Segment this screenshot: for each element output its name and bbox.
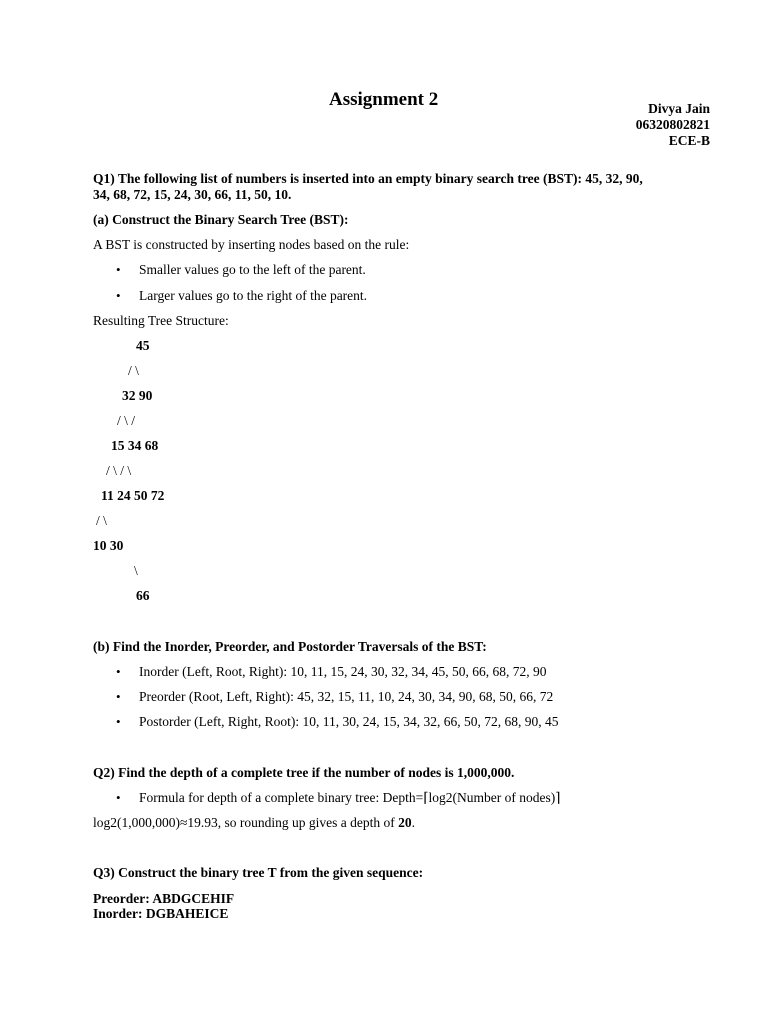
tree-line-node: 32 90 [122, 388, 153, 403]
tree-line-edge: / \ / \ [106, 463, 132, 478]
q2-result-value: 20 [398, 815, 412, 830]
page-title: Assignment 2 [329, 89, 439, 110]
traversal-item: Preorder (Root, Left, Right): 45, 32, 15, 11, 10, 24, 30, 34, 90, 68, 50, 66, 72 [139, 689, 554, 704]
tree-line-node: 10 30 [93, 538, 124, 553]
tree-label: Resulting Tree Structure: [93, 313, 229, 328]
tree-line-node: 45 [136, 338, 150, 353]
tree-line-edge: / \ [96, 513, 107, 528]
traversal-item: Postorder (Left, Right, Root): 10, 11, 30, 24, 15, 34, 32, 66, 50, 72, 68, 90, 45 [139, 714, 559, 729]
bullet-icon: • [116, 714, 121, 729]
q3-inorder: Inorder: DGBAHEICE [93, 906, 229, 921]
bullet-icon: • [116, 664, 121, 679]
q2-question: Q2) Find the depth of a complete tree if the number of nodes is 1,000,000. [93, 765, 515, 780]
bullet-icon: • [116, 288, 121, 303]
tree-line-node: 66 [136, 588, 150, 603]
author-id: 06320802821 [635, 117, 710, 132]
tree-line-edge: \ [134, 563, 138, 578]
author-section: ECE-B [668, 133, 710, 148]
q3-question: Q3) Construct the binary tree T from the given sequence: [93, 865, 424, 880]
q1-question-line1: Q1) The following list of numbers is inserted into an empty binary search tree (BST): 45, 32, 90, [93, 171, 643, 186]
tree-line-node: 15 34 68 [111, 438, 159, 453]
q2-formula: Formula for depth of a complete binary tree: Depth=⌈log2(Number of nodes)⌉ [139, 790, 561, 805]
tree-line-edge: / \ [128, 363, 139, 378]
q2-result [93, 815, 415, 831]
traversal-item: Inorder (Left, Root, Right): 10, 11, 15, 24, 30, 32, 34, 45, 50, 66, 68, 72, 90 [139, 664, 547, 679]
q2-result-suffix: . [411, 815, 416, 830]
q2-result-prefix: log2(1,000,000)≈19.93, so rounding up gives a depth of [93, 815, 399, 830]
bullet-icon: • [116, 262, 121, 277]
q1-part-a-heading: (a) Construct the Binary Search Tree (BST): [93, 212, 349, 227]
bullet-icon: • [116, 689, 121, 704]
q3-preorder: Preorder: ABDGCEHIF [93, 891, 235, 906]
tree-line-node: 11 24 50 72 [101, 488, 165, 503]
q1-question-line2: 34, 68, 72, 15, 24, 30, 66, 11, 50, 10. [93, 187, 292, 202]
tree-line-edge: / \ / [117, 413, 136, 428]
bullet-icon: • [116, 790, 121, 805]
q1-intro: A BST is constructed by inserting nodes based on the rule: [93, 237, 410, 252]
rule-item: Smaller values go to the left of the parent. [139, 262, 366, 277]
rule-item: Larger values go to the right of the parent. [139, 288, 368, 303]
author-name: Divya Jain [648, 101, 710, 116]
q1-part-b-heading: (b) Find the Inorder, Preorder, and Postorder Traversals of the BST: [93, 639, 487, 654]
